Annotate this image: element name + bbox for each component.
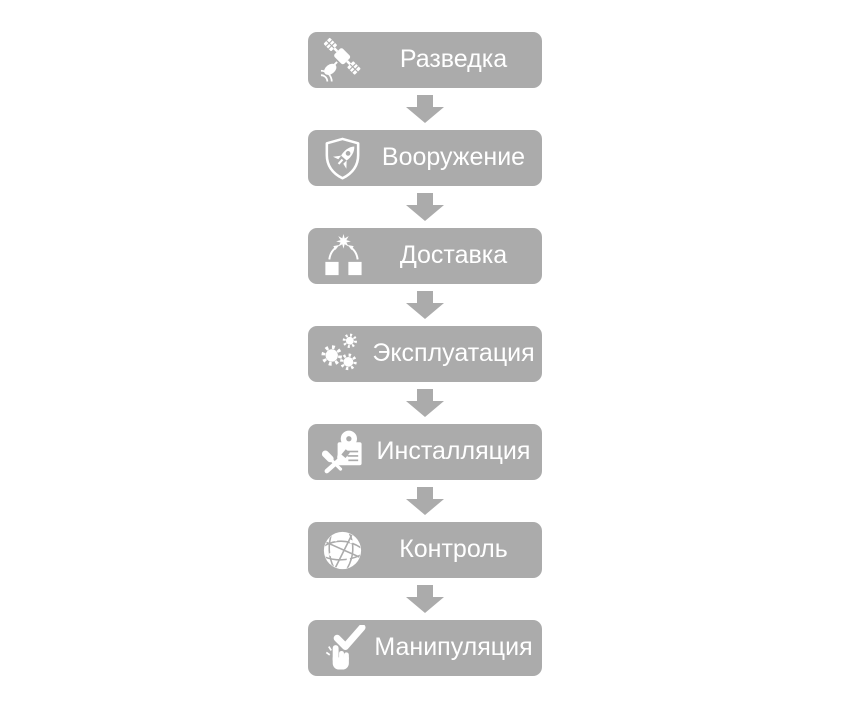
step-label: Манипуляция bbox=[374, 632, 533, 661]
down-arrow-icon bbox=[406, 95, 444, 123]
step-label: Эксплуатация bbox=[372, 338, 535, 367]
step-label: Доставка bbox=[399, 240, 508, 269]
network-globe-icon bbox=[314, 527, 370, 574]
install-tools-icon bbox=[314, 429, 370, 476]
flow-step-reconnaissance bbox=[308, 32, 542, 88]
down-arrow-icon bbox=[406, 487, 444, 515]
step-label: Разведка bbox=[399, 44, 508, 73]
down-arrow-icon bbox=[406, 585, 444, 613]
flow-step-manipulation bbox=[308, 620, 542, 676]
packages-burst-icon bbox=[314, 233, 370, 280]
step-label: Контроль bbox=[399, 534, 508, 563]
down-arrow-icon bbox=[406, 193, 444, 221]
hand-click-check-icon bbox=[314, 625, 370, 672]
shield-rocket-icon bbox=[314, 135, 370, 182]
flow-step-exploitation bbox=[308, 326, 542, 382]
step-label: Инсталляция bbox=[376, 436, 531, 465]
satellite-icon bbox=[314, 37, 370, 84]
down-arrow-icon bbox=[406, 389, 444, 417]
virus-icon bbox=[314, 331, 370, 378]
flow-step-installation bbox=[308, 424, 542, 480]
flow-step-control bbox=[308, 522, 542, 578]
down-arrow-icon bbox=[406, 291, 444, 319]
flow-step-delivery bbox=[308, 228, 542, 284]
flow-step-weaponization bbox=[308, 130, 542, 186]
step-label: Вооружение bbox=[381, 142, 526, 171]
